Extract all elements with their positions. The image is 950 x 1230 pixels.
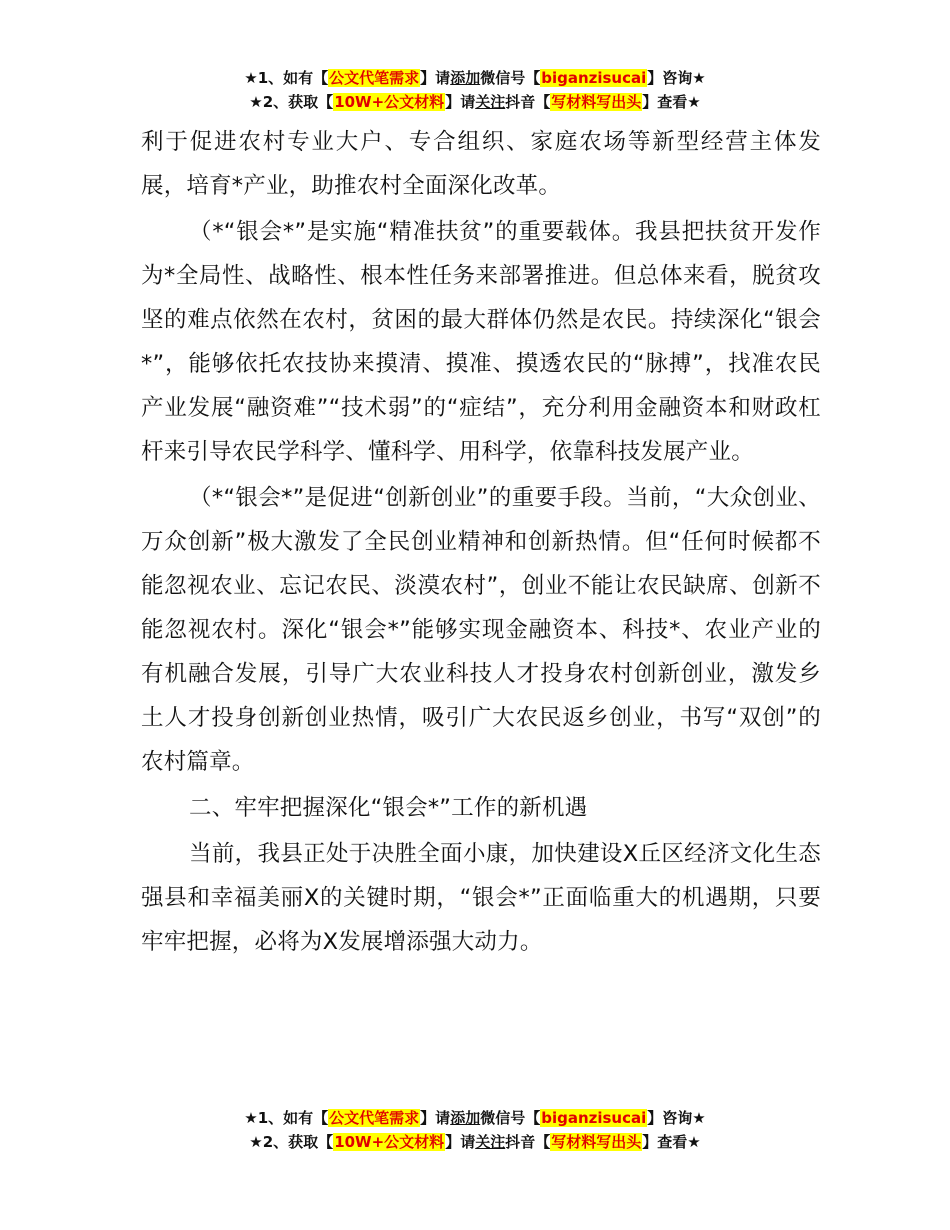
paragraph-opportunity: 当前，我县正处于决胜全面小康，加快建设X丘区经济文化生态强县和幸福美丽X的关键时期，“银会*”正面临重大的机遇期，只要牢牢把握，必将为X发展增添强大动力。 bbox=[141, 841, 821, 955]
highlight-wechat-id[interactable]: biganzisucai bbox=[541, 1109, 647, 1127]
banner-line-2 bbox=[0, 90, 950, 114]
banner-text: 微信号【 bbox=[480, 69, 541, 87]
highlight-ghostwriting: 公文代笔需求 bbox=[329, 1109, 420, 1127]
paragraph-innovation: （*“银会*”是促进“创新创业”的重要手段。当前，“大众创业、万众创新”极大激发了全民创业精神和创新热情。但“任何时候都不能忽视农业、忘记农民、淡漠农村”，创业不能让农民缺席、创新不能忽视农村。深化“银会*”能够实现金融资本、科技*、农业产业的有机融合发展，引导广大农业科技人才投身农村创新创业，激发乡土人才投身创新创业热情，吸引广大农民返乡创业，书写“双创”的农村篇章。 bbox=[141, 485, 821, 775]
banner-text: 微信号【 bbox=[480, 1109, 541, 1127]
banner-text: 】请 bbox=[420, 1109, 451, 1127]
banner-text: 抖音【 bbox=[505, 1133, 551, 1151]
banner-text: 】查看★ bbox=[642, 1133, 701, 1151]
banner-text: 】请 bbox=[445, 1133, 476, 1151]
banner-text: 】咨询★ bbox=[647, 69, 706, 87]
highlight-douyin-account[interactable]: 写材料写出头 bbox=[551, 93, 642, 111]
paragraph-continuation: 利于促进农村专业大户、专合组织、家庭农场等新型经营主体发展，培育*产业，助推农村全面深化改革。 bbox=[141, 129, 821, 199]
banner-text: 】查看★ bbox=[642, 93, 701, 111]
footer-banner bbox=[0, 1106, 950, 1154]
banner-text: 】咨询★ bbox=[647, 1109, 706, 1127]
underlined-add: 添加 bbox=[450, 1109, 481, 1127]
document-body bbox=[141, 120, 821, 966]
underlined-add: 添加 bbox=[450, 69, 481, 87]
banner-line-1 bbox=[0, 66, 950, 90]
banner-text: ★2、获取【 bbox=[249, 93, 334, 111]
banner-text: ★2、获取【 bbox=[249, 1133, 334, 1151]
highlight-douyin-account[interactable]: 写材料写出头 bbox=[551, 1133, 642, 1151]
header-banner bbox=[0, 66, 950, 114]
banner-text: 抖音【 bbox=[505, 93, 551, 111]
highlight-wechat-id[interactable]: biganzisucai bbox=[541, 69, 647, 87]
underlined-follow: 关注 bbox=[475, 93, 506, 111]
banner-line-1 bbox=[0, 1106, 950, 1130]
banner-line-2 bbox=[0, 1130, 950, 1154]
highlight-materials: 10W+公文材料 bbox=[334, 93, 445, 111]
highlight-ghostwriting: 公文代笔需求 bbox=[329, 69, 420, 87]
underlined-follow: 关注 bbox=[475, 1133, 506, 1151]
banner-text: 】请 bbox=[445, 93, 476, 111]
highlight-materials: 10W+公文材料 bbox=[334, 1133, 445, 1151]
banner-text: ★1、如有【 bbox=[244, 1109, 329, 1127]
banner-text: 】请 bbox=[420, 69, 451, 87]
banner-text: ★1、如有【 bbox=[244, 69, 329, 87]
paragraph-poverty-alleviation: （*“银会*”是实施“精准扶贫”的重要载体。我县把扶贫开发作为*全局性、战略性、根本性任务来部署推进。但总体来看，脱贫攻坚的难点依然在农村，贫困的最大群体仍然是农民。持续深化“银会*”，能够依托农技协来摸清、摸准、摸透农民的“脉搏”，找准农民产业发展“融资难”“技术弱”的“症结”，充分利用金融资本和财政杠杆来引导农民学科学、懂科学、用科学，依靠科技发展产业。 bbox=[141, 219, 821, 465]
section-heading: 二、牢牢把握深化“银会*”工作的新机遇 bbox=[189, 795, 588, 821]
